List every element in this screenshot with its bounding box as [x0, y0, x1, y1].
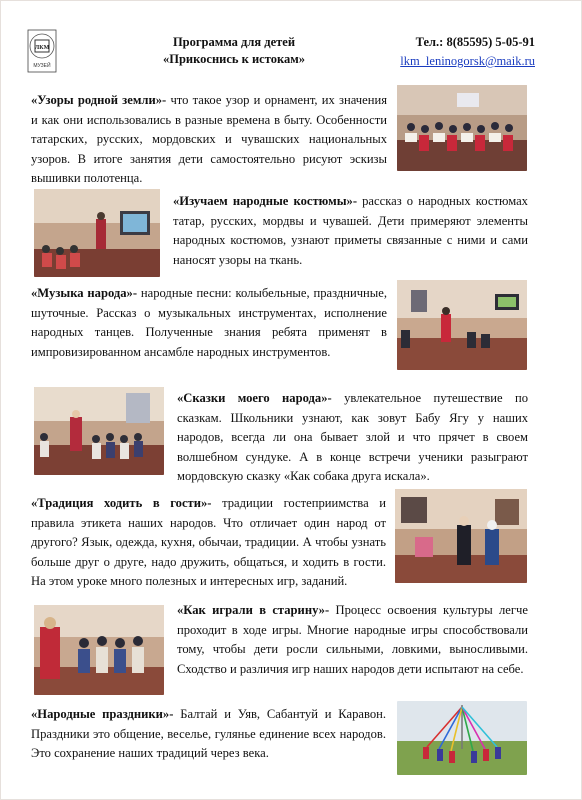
section-patterns [31, 91, 387, 189]
section-costumes [173, 192, 528, 270]
section-old-games [177, 601, 528, 679]
section-body: что такое узор и орнамент, их значения и как они использовались в разные времена в быту. Особенности татарских, русских, мордовских и чувашских национальных узоров. В итоге занятия дети самостоятельно рисуют эскизы вышивки полотенца. [31, 93, 387, 185]
section-title: «Народные праздники»- [31, 707, 174, 721]
logo-label: МУЗЕЙ [33, 63, 51, 69]
section-hospitality [31, 494, 386, 592]
section-body: народные песни: колыбельные, праздничные, шуточные. Рассказ о музыкальных инструментах, исполнение народных танцев. Полученные знания ребята применят в импровизированном ансамбле народных инструментов. [31, 286, 387, 359]
photo-children-drawings [397, 85, 527, 171]
section-title: «Сказки моего народа»- [177, 391, 332, 405]
photo-folk-costumes [34, 189, 160, 277]
header-title [119, 34, 349, 68]
section-title: «Узоры родной земли»- [31, 93, 167, 107]
section-title: «Как играли в старину»- [177, 603, 330, 617]
section-body: увлекательное путешествие по сказкам. Школьники узнают, как зовут Бабу Ягу у наших народов, всегда ли она бывает злой и что прячет в своем волшебном сундуке. А в конце встречи ученики разыграют мордовскую сказку «Как собака друга искала». [177, 391, 528, 483]
email-link[interactable]: lkm_leninogorsk@maik.ru [400, 54, 535, 68]
header-line-1: Программа для детей [172, 35, 296, 49]
phone-number: Тел.: 8(85595) 5-05-91 [415, 35, 535, 49]
museum-logo [27, 29, 57, 73]
section-body: Балтай и Уяв, Сабантуй и Каравон. Праздники это общение, веселье, гулянье единение всех народов. Это сохранение наших традиций через века. [31, 707, 386, 760]
header-contacts [400, 34, 535, 70]
photo-fairy-tales [34, 387, 164, 475]
section-title: «Изучаем народные костюмы»- [173, 194, 358, 208]
section-body: Процесс освоения культуры легче проходит в ходе игры. Многие народные игры способствовали тому, чтобы дети росли сильными, ловкими, выносливыми. Сходство и различия игр наших народов дети испытают на себе. [177, 603, 528, 676]
museum-emblem-icon [27, 29, 57, 73]
section-holidays [31, 705, 386, 764]
logo-monogram: ЛКМ [34, 45, 50, 51]
photo-hospitality [395, 489, 527, 583]
header-line-2: «Прикоснись к истокам» [163, 52, 305, 66]
photo-old-games [34, 605, 164, 695]
section-body: рассказ о народных костюмах татар, русских, мордвы и чувашей. Дети примеряют элементы народных костюмов, узнают приметы связанные с ними и сами наносят узоры на ткань. [173, 194, 528, 267]
section-title: «Традиция ходить в гости»- [31, 496, 212, 510]
photo-music-hall [397, 280, 527, 370]
section-title: «Музыка народа»- [31, 286, 138, 300]
section-music [31, 284, 387, 362]
section-body: традиции гостеприимства и правила этикета наших народов. Что отличает один народ от другого? Язык, одежда, кухня, обычаи, традиции. А чтобы узнать больше друг о друге, надо дружить, общаться, и ходить в гости. На этом уроке много полезных и интересных игр, заданий. [31, 496, 386, 588]
photo-folk-holiday [397, 701, 527, 775]
section-fairy-tales [177, 389, 528, 487]
